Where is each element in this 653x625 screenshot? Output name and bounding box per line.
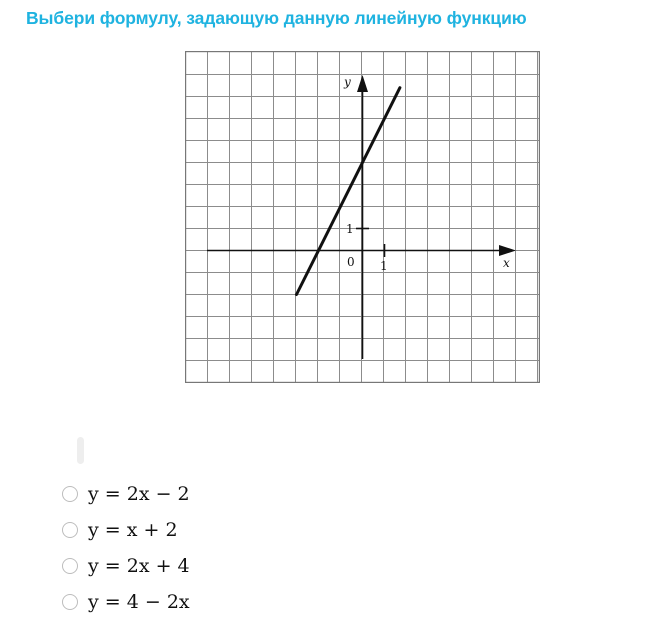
graph-svg [185, 51, 540, 383]
x-unit-label: 1 [380, 259, 388, 273]
y-axis-arrow-icon [357, 75, 368, 92]
answer-option-3[interactable] [62, 548, 190, 584]
question-title: Выбери формулу, задающую данную линейную функцию [26, 8, 527, 28]
radio-button[interactable] [62, 522, 78, 538]
y-unit-label: 1 [346, 222, 354, 236]
option-label: y = 2x + 4 [88, 555, 190, 577]
x-axis-arrow-icon [499, 245, 516, 256]
option-label: y = 4 − 2x [88, 591, 190, 613]
function-graph [185, 51, 540, 383]
x-axis-label: x [503, 256, 510, 270]
option-label: y = 2x − 2 [88, 483, 190, 505]
radio-button[interactable] [62, 486, 78, 502]
answer-option-4[interactable] [62, 584, 190, 620]
input-stub [77, 437, 84, 464]
answer-options [62, 476, 190, 620]
y-axis-label: y [344, 75, 351, 89]
answer-option-2[interactable] [62, 512, 190, 548]
answer-option-1[interactable] [62, 476, 190, 512]
radio-button[interactable] [62, 558, 78, 574]
origin-label: 0 [347, 255, 355, 269]
radio-button[interactable] [62, 594, 78, 610]
option-label: y = x + 2 [88, 519, 178, 541]
